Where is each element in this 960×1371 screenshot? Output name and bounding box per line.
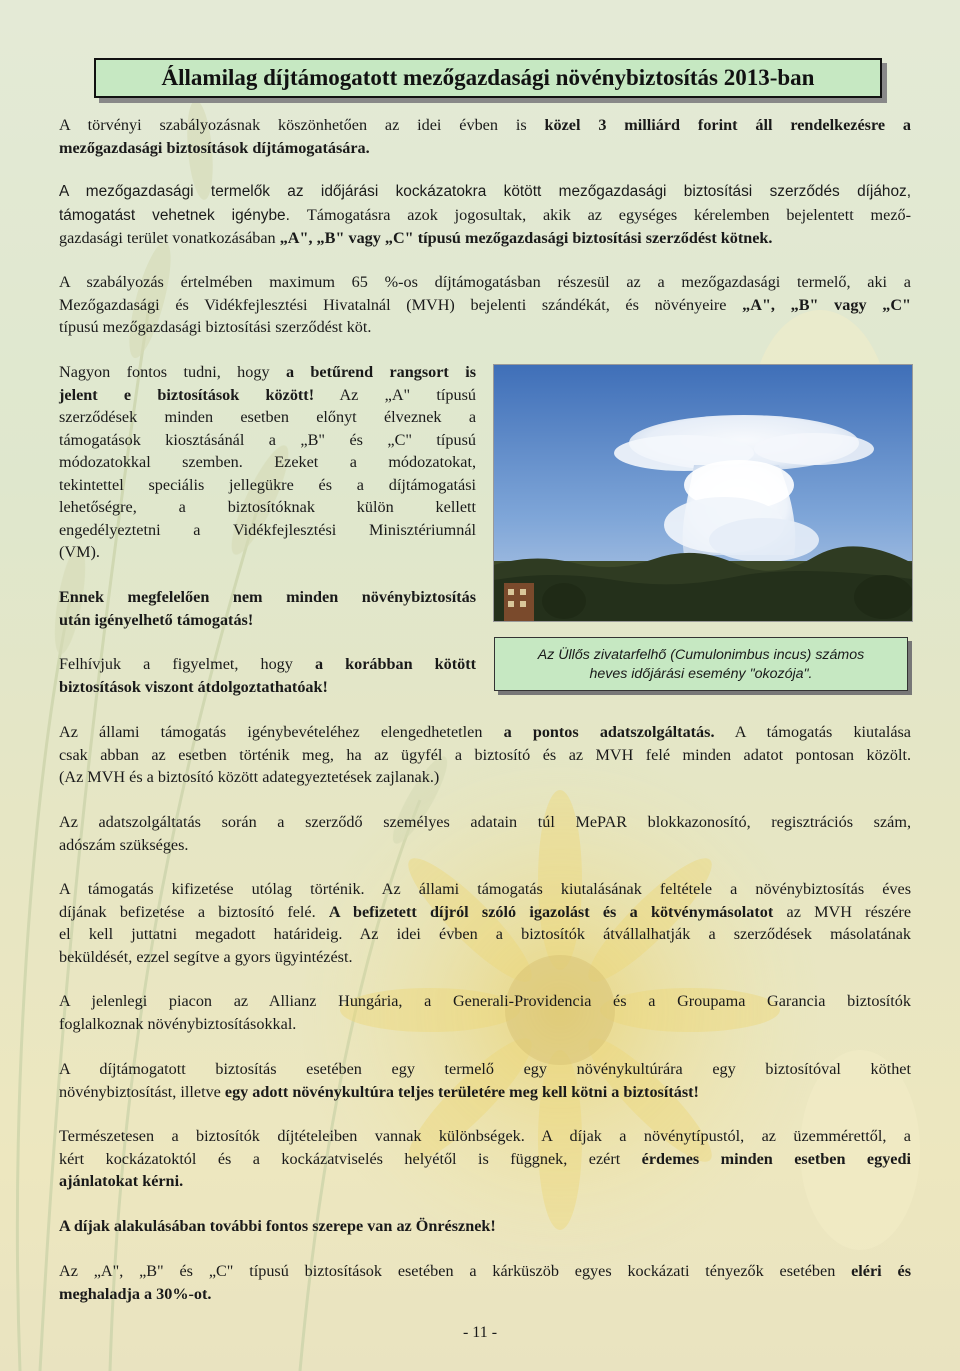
deductible-heading-paragraph: A díjak alakulásában további fontos szerepe van az Önrésznek! — [59, 1217, 496, 1235]
regulation-paragraph: A szabályozás értelmében maximum 65 %-os díjtámogatásban részesül az a mezőgazdasági termelő, aki a Mezőgazdasági és Vidékfejlesztési Hivatalnál (MVH) bejelenti szándékát, és növényeire „A", „B" vagy „C" típusú mezőgazdasági biztosítási szerződést köt. — [59, 273, 912, 336]
insurers-paragraph: A jelenlegi piacon az Allianz Hungária, a Generali-Providencia és a Groupama Garancia biztosítók foglalkoznak növénybiztosításokkal. — [59, 992, 911, 1033]
fee-differences-paragraph: Természetesen a biztosítók díjtételeiben vannak különbségek. A díjak a növénytípustól, az üzemmérettől, a kért kockázatoktól és a kockázatviselés helyétől is függnek, ezért érdemes minden esetben egyedi ajánlatokat kérni. — [59, 1127, 911, 1190]
page-number: - 11 - — [462, 1324, 498, 1341]
data-provision-paragraph: Az állami támogatás igénybevételéhez elengedhetetlen a pontos adatszolgáltatás. A támogatás kiutalása csak abban az esetben történik meg, ha az ügyfél a biztosító és az MVH felé minden adatot pontosan közölt. (Az MVH és a biztosító között adategyeztetések zajlanak.) — [59, 723, 911, 786]
eligibility-paragraph: A mezőgazdasági termelők az időjárási kockázatokra kötött mezőgazdasági biztosítási szerződés díjához, támogatást vehetnek igénybe. Támogatásra azok jogosultak, akik az egységes kérelemben bejelentett mező- gazdasági terület vonatkozásában „A", „B" vagy „C" típusú mezőgazdasági biztosítási szerződést kötnek. — [59, 183, 911, 247]
reworkable-contracts-paragraph: Felhívjuk a figyelmet, hogy a korábban kötött biztosítások viszont átdolgoztathatóak! — [59, 655, 476, 696]
payment-paragraph: A támogatás kifizetése utólag történik. Az állami támogatás kiutalásának feltétele a növénybiztosítás éves díjának befizetése a biztosító felé. A befizetett díjról szóló igazolást és a kötvénymásolatot az MVH részére el kell juttatni megadott határideig. Az idei évben a biztosítók átvállalhatják a szerződések másolatának beküldését, ezzel segítve a gyors ügyintézést. — [59, 880, 912, 966]
intro-paragraph: A törvényi szabályozásnak köszönhetően az idei évben is közel 3 milliárd forint áll rendelkezésre a mezőgazdasági biztosítások díjtámogatására. — [59, 116, 911, 157]
page-title: Államilag díjtámogatott mezőgazdasági növénybiztosítás 2013-ban — [94, 58, 882, 98]
alphabet-ranking-paragraph: Nagyon fontos tudni, hogy a betűrend rangsort is jelent e biztosítások között! Az „A" típusú szerződések minden esetben előnyt élveznek a támogatások kiosztásánál a „B" és „C" típusú módozatokkal szemben. Ezeket a módozatokat, tekintettel speciális jellegükre és a díjtámogatási lehetőségre, a biztosítóknak külön kellett engedélyeztetni a Vidékfejlesztési Minisztériumnál (VM). — [59, 363, 476, 561]
cloud-landscape-image — [494, 365, 912, 621]
cumulonimbus-cloud-photo — [493, 364, 913, 622]
photo-caption: Az Üllős zivatarfelhő (Cumulonimbus incus) számos heves időjárási esemény "okozója". — [494, 637, 908, 691]
single-insurer-paragraph: A díjtámogatott biztosítás esetében egy termelő egy növénykultúrára egy biztosítóval köthet növénybiztosítást, illetve egy adott növénykultúra teljes területére meg kell kötni a biztosítást! — [59, 1060, 911, 1101]
threshold-paragraph: Az „A", „B" és „C" típusú biztosítások esetében a kárküszöb egyes kockázati tényezők esetében eléri és meghaladja a 30%-ot. — [59, 1262, 911, 1303]
required-data-paragraph: Az adatszolgáltatás során a szerződő személyes adatain túl MePAR blokkazonosító, regisztrációs szám, adószám szükséges. — [59, 813, 911, 854]
not-all-eligible-paragraph: Ennek megfelelően nem minden növénybiztosítás után igényelhető támogatás! — [59, 588, 476, 629]
